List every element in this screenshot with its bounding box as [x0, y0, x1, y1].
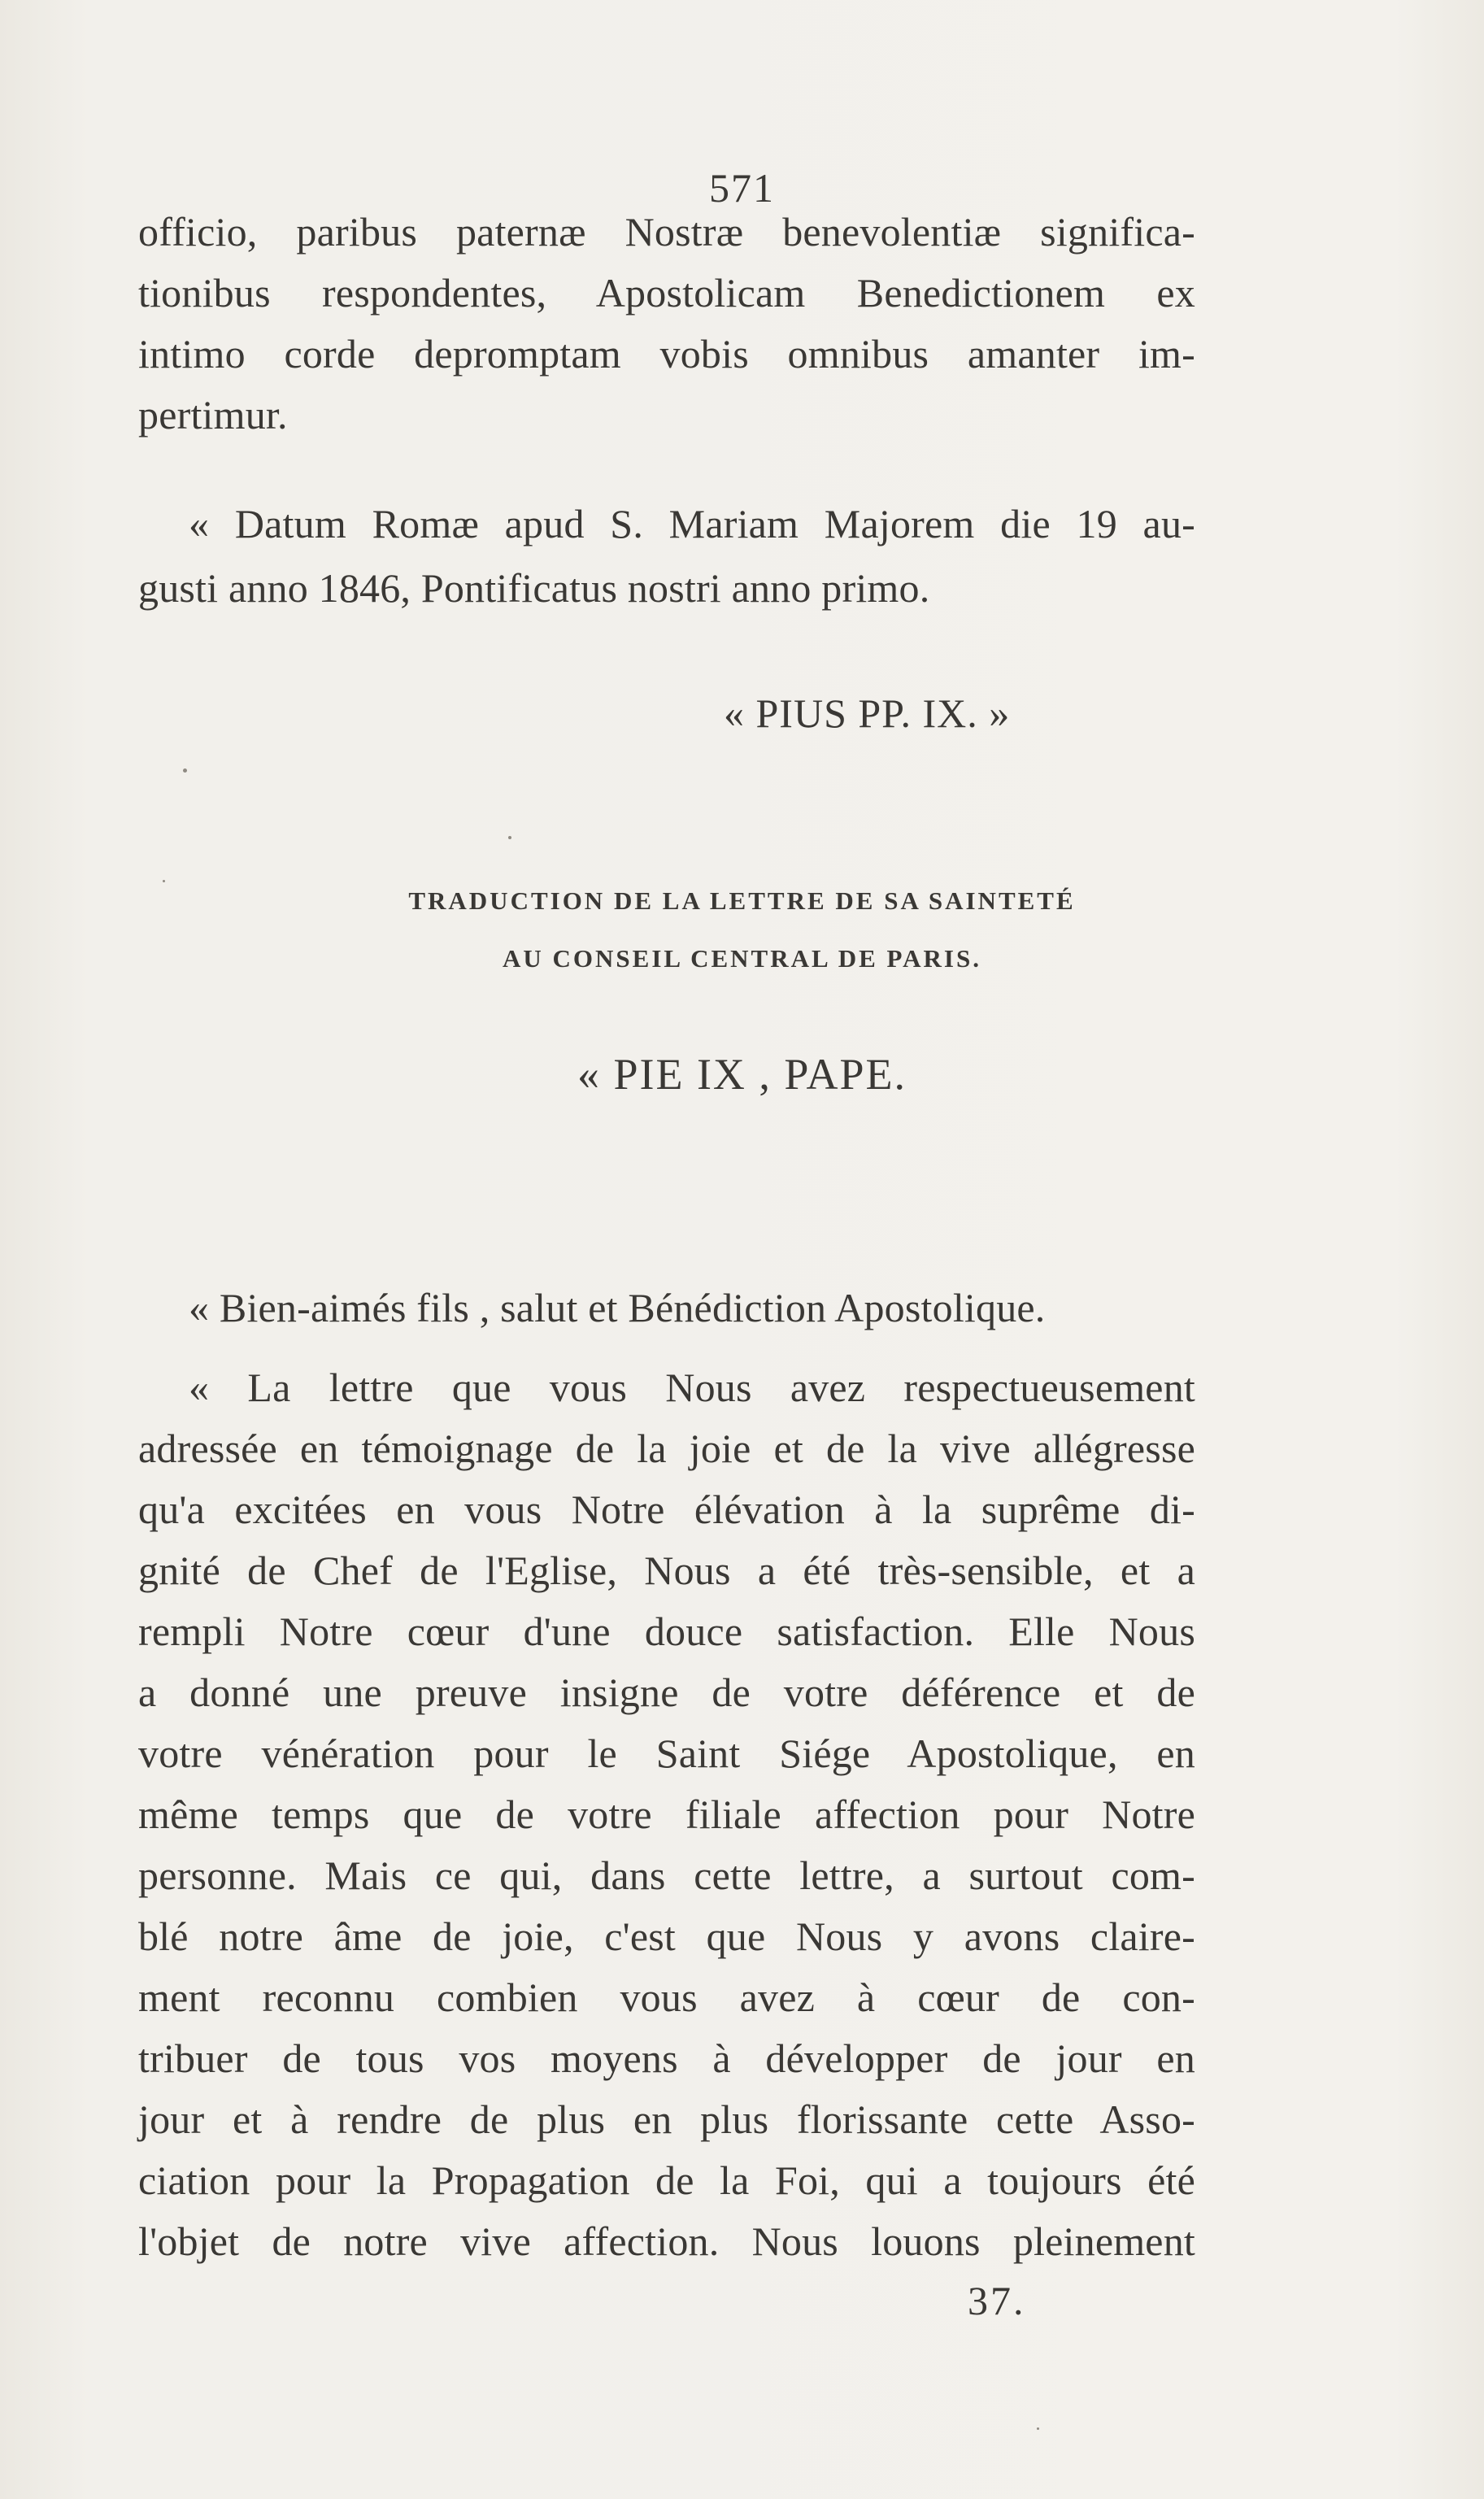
text-line: tionibus respondentes, Apostolicam Benedictionem ex — [138, 270, 1195, 316]
translation-heading-subline: AU CONSEIL CENTRAL DE PARIS. — [502, 944, 981, 973]
text-line: personne. Mais ce qui, dans cette lettre, a surtout com- — [138, 1852, 1195, 1898]
text-line: « La lettre que vous Nous avez respectueusement — [189, 1365, 1195, 1410]
paper-speck — [183, 768, 187, 773]
text-line: pertimur. — [138, 392, 288, 438]
text-line: « Datum Romæ apud S. Mariam Majorem die 19 au- — [189, 501, 1195, 546]
translation-heading: TRADUCTION DE LA LETTRE DE SA SAINTETÉ — [408, 886, 1076, 915]
text-line: officio, paribus paternæ Nostræ benevolentiæ significa- — [138, 209, 1195, 255]
text-line: adressée en témoignage de la joie et de la vive allégresse — [138, 1426, 1195, 1471]
text-line: a donné une preuve insigne de votre déférence et de — [138, 1670, 1195, 1715]
paper-speck — [1037, 2427, 1039, 2430]
text-line: qu'a excitées en vous Notre élévation à la suprême di- — [138, 1487, 1195, 1532]
signature-mark: 37. — [968, 2278, 1026, 2323]
text-line: intimo corde depromptam vobis omnibus amanter im- — [138, 331, 1195, 377]
paper-speck — [508, 836, 511, 839]
text-line: l'objet de notre vive affection. Nous louons pleinement — [138, 2218, 1195, 2264]
text-line: gusti anno 1846, Pontificatus nostri anno primo. — [138, 565, 930, 611]
text-line: gnité de Chef de l'Eglise, Nous a été très-sensible, et a — [138, 1548, 1195, 1593]
text-line: « Bien-aimés fils , salut et Bénédiction Apostolique. — [189, 1285, 1046, 1330]
text-line: votre vénération pour le Saint Siége Apostolique, en — [138, 1731, 1195, 1776]
text-line: jour et à rendre de plus en plus florissante cette Asso- — [138, 2096, 1195, 2142]
pope-heading: « PIE IX , PAPE. — [577, 1050, 907, 1099]
text-line: même temps que de votre filiale affection pour Notre — [138, 1792, 1195, 1837]
text-line: ciation pour la Propagation de la Foi, qui a toujours été — [138, 2157, 1195, 2203]
paper-speck — [163, 880, 165, 882]
text-line: ment reconnu combien vous avez à cœur de con- — [138, 1974, 1195, 2020]
papal-signature: « PIUS PP. IX. » — [724, 690, 1011, 736]
text-line: blé notre âme de joie, c'est que Nous y avons claire- — [138, 1913, 1195, 1959]
text-line: rempli Notre cœur d'une douce satisfaction. Elle Nous — [138, 1609, 1195, 1654]
page-number: 571 — [709, 165, 775, 211]
text-line: tribuer de tous vos moyens à développer de jour en — [138, 2035, 1195, 2081]
